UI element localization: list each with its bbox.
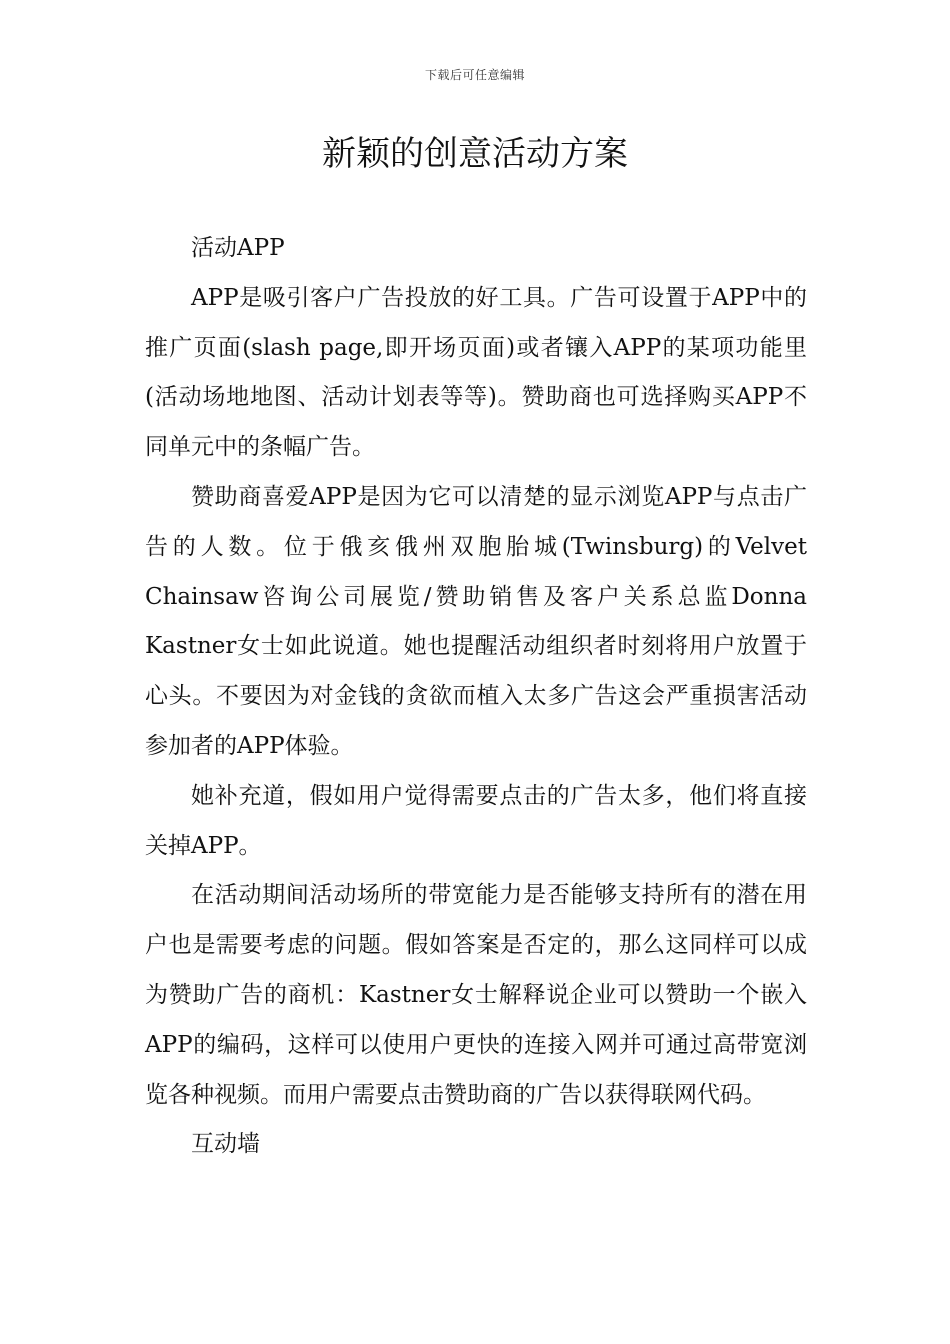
paragraph-too-many-ads: 她补充道，假如用户觉得需要点击的广告太多，他们将直接关掉APP。: [145, 782, 807, 859]
paragraph-bandwidth: 在活动期间活动场所的带宽能力是否能够支持所有的潜在用户也是需要考虑的问题。假如答案是否定的，那么这同样可以成为赞助广告的商机：Kastner女士解释说企业可以赞助一个嵌入APP的编码，这样可以使用户更快的连接入网并可通过高带宽浏览各种视频。而用户需要点击赞助商的广告以获得联网代码。: [145, 882, 807, 1108]
section-heading-interactive-wall: 互动墙: [191, 1131, 260, 1158]
section-heading-app: 活动APP: [191, 235, 285, 261]
document-body: [145, 224, 807, 1170]
paragraph-app-intro: APP是吸引客户广告投放的好工具。广告可设置于APP中的推广页面(slash page,即开场页面)或者镶入APP的某项功能里(活动场地地图、活动计划表等等)。赞助商也可选择购买APP不同单元中的条幅广告。: [145, 284, 807, 461]
header-note: 下载后可任意编辑: [424, 68, 525, 82]
paragraph-sponsor-quote: 赞助商喜爱APP是因为它可以清楚的显示浏览APP与点击广告的人数。位于俄亥俄州双胞胎城(Twinsburg)的Velvet Chainsaw咨询公司展览/赞助销售及客户关系总监Donna Kastner女士如此说道。她也提醒活动组织者时刻将用户放置于心头。不要因为对金钱的贪欲而植入太多广告这会严重损害活动参加者的APP体验。: [145, 483, 807, 759]
document-title: 新颖的创意活动方案: [322, 134, 628, 174]
